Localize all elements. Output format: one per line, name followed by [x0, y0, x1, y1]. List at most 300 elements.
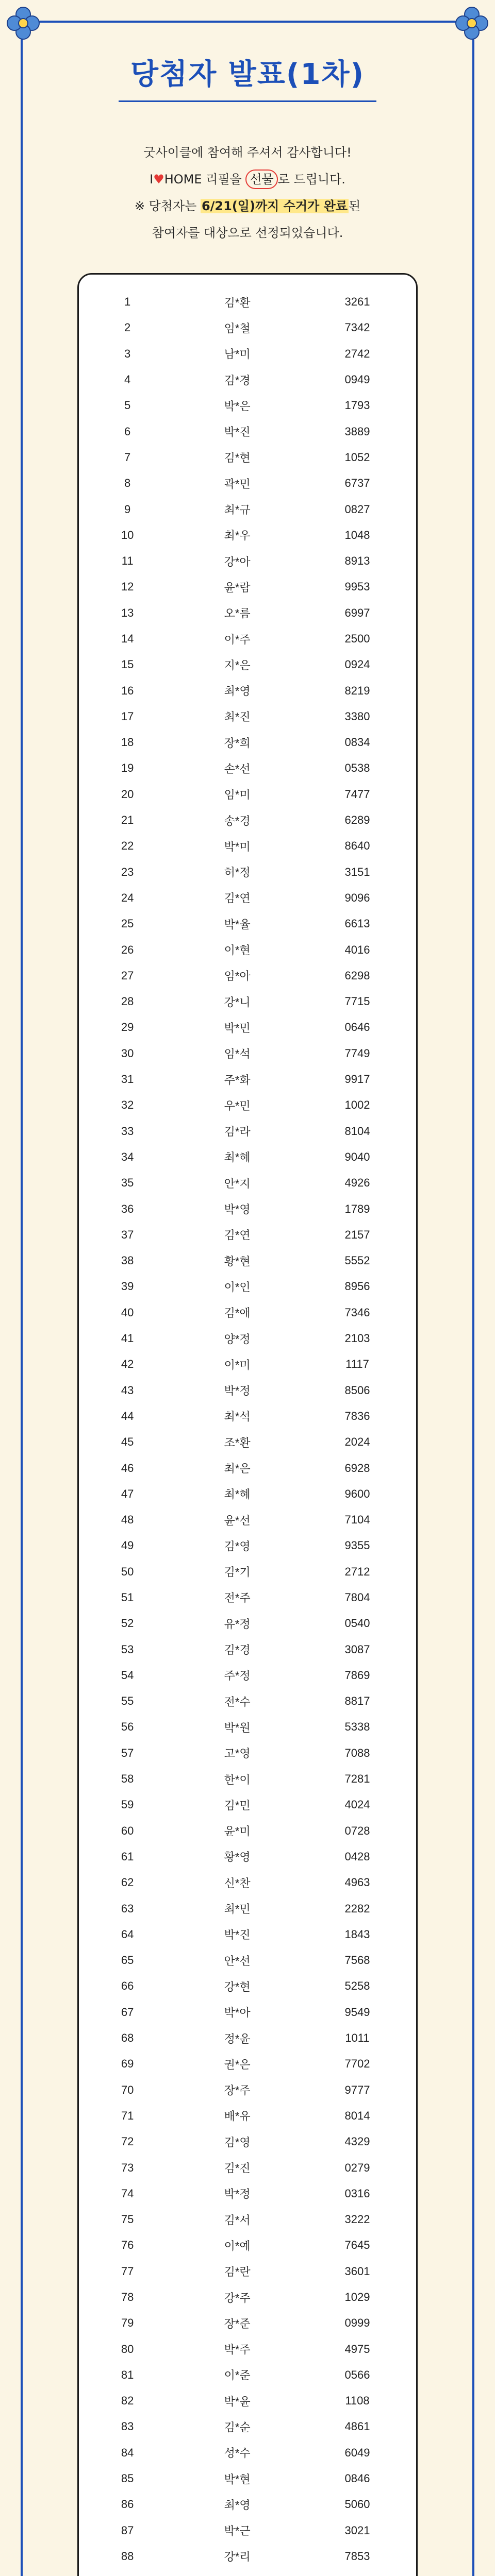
winner-phone: 0279	[344, 2161, 370, 2174]
winner-row	[79, 2129, 416, 2155]
winner-name: 김*현	[224, 451, 251, 465]
winner-phone: 1117	[345, 1358, 369, 1371]
winner-number: 78	[121, 2291, 134, 2303]
winner-phone: 2500	[344, 632, 370, 645]
winner-name: 김*라	[224, 1125, 251, 1139]
winner-row	[79, 2077, 416, 2103]
winner-row	[79, 496, 416, 522]
winner-name: 강*니	[224, 995, 251, 1009]
winner-name: 곽*민	[224, 477, 251, 490]
winner-number: 28	[121, 995, 134, 1008]
winner-row	[79, 1274, 416, 1299]
winner-phone: 0949	[344, 373, 370, 386]
winner-number: 14	[121, 632, 134, 645]
winner-number: 79	[121, 2316, 134, 2330]
winner-row	[79, 833, 416, 859]
winner-number: 56	[121, 1720, 134, 1734]
winner-row	[79, 548, 416, 574]
winner-number	[79, 2569, 176, 2576]
winner-phone: 1843	[344, 1927, 370, 1941]
winner-row	[79, 2518, 416, 2544]
winner-name: 전*수	[224, 1695, 251, 1708]
winner-row	[79, 341, 416, 367]
winner-number: 21	[121, 814, 134, 827]
winner-name: 박*영	[224, 1203, 251, 1216]
winner-name: 김*영	[224, 2136, 251, 2149]
winner-row	[79, 1144, 416, 1170]
winner-number: 43	[121, 1383, 134, 1397]
winner-row	[79, 393, 416, 418]
notice-line-2-end: 로 드립니다.	[277, 172, 345, 187]
winner-row	[79, 1429, 416, 1455]
winner-phone: 3087	[344, 1642, 370, 1656]
winner-row	[79, 2025, 416, 2051]
winner-phone: 6613	[344, 917, 370, 930]
winner-row	[79, 1740, 416, 1766]
winner-row	[79, 1870, 416, 1895]
winner-name: 장*준	[224, 2317, 251, 2330]
winner-number: 11	[121, 554, 134, 568]
winner-phone: 4861	[344, 2420, 370, 2433]
winner-name: 주*정	[224, 1669, 251, 1683]
winner-phone: 3380	[344, 709, 370, 723]
winner-name: 임*석	[224, 1047, 251, 1061]
winner-row	[79, 1766, 416, 1792]
winner-name: 고*영	[224, 1747, 251, 1760]
winner-name: 박*현	[224, 2472, 251, 2486]
winner-number: 15	[121, 658, 134, 671]
winner-name: 허*정	[224, 866, 251, 879]
winner-name: 이*현	[224, 944, 251, 957]
notice-deadline: 6/21(일)까지 수거가 완료	[201, 199, 348, 213]
winner-name: 성*수	[224, 2447, 251, 2460]
notice-line-4: 참여자를 대상으로 선정되었습니다.	[152, 226, 343, 240]
winner-number: 36	[121, 1202, 134, 1215]
winner-phone: 8817	[344, 1694, 370, 1708]
winner-row	[79, 1248, 416, 1274]
winner-name: 유*정	[224, 1617, 251, 1631]
winner-number: 72	[121, 2135, 134, 2148]
winner-number: 82	[121, 2394, 134, 2408]
winner-name: 이*예	[224, 2239, 251, 2252]
winner-phone: 7342	[344, 321, 370, 334]
winner-number: 59	[121, 1798, 134, 1811]
winner-name: 박*윤	[224, 2395, 251, 2408]
winner-number: 80	[121, 2342, 134, 2355]
winner-name: 윤*선	[224, 1514, 251, 1527]
winner-name: 황*영	[224, 1851, 251, 1864]
winner-row	[79, 885, 416, 911]
winner-name: 황*현	[224, 1255, 251, 1268]
winner-phone: 9600	[344, 1487, 370, 1500]
winner-phone: 7645	[344, 2239, 370, 2252]
winner-row	[79, 859, 416, 885]
winner-row	[79, 1066, 416, 1092]
winner-phone: 8104	[344, 1124, 370, 1138]
winner-name: 강*현	[224, 1980, 251, 1993]
winner-name: 김*연	[224, 1229, 251, 1242]
winner-number: 13	[121, 606, 134, 619]
winner-number: 2	[124, 321, 131, 334]
winner-row	[79, 1636, 416, 1662]
winner-number: 52	[121, 1617, 134, 1630]
winner-phone: 3151	[344, 865, 370, 878]
notice-line-3-end: 된	[348, 199, 361, 213]
winner-name: 신*찬	[224, 1876, 251, 1890]
winner-name: 지*은	[224, 658, 251, 672]
winner-phone: 7804	[344, 1590, 370, 1604]
winner-name: 박*근	[224, 2524, 251, 2538]
winner-phone: 9096	[344, 891, 370, 904]
winner-number: 61	[121, 1850, 134, 1863]
winner-row	[79, 2492, 416, 2517]
winner-phone: 1029	[344, 2291, 370, 2303]
winner-list-card	[77, 273, 418, 2576]
winner-name	[176, 2569, 299, 2576]
winner-phone: 9549	[344, 2005, 370, 2019]
winner-row	[79, 911, 416, 937]
winner-row	[79, 2388, 416, 2414]
winner-phone: 7869	[344, 1668, 370, 1682]
winner-name: 정*윤	[224, 2032, 251, 2045]
winner-phone: 6298	[344, 969, 370, 982]
winner-name: 박*진	[224, 426, 251, 439]
winner-row	[79, 1663, 416, 1688]
winner-row	[79, 652, 416, 677]
winner-number: 10	[121, 528, 134, 541]
winner-number: 27	[121, 969, 134, 982]
winner-number: 31	[121, 1073, 134, 1086]
winner-name: 주*화	[224, 1073, 251, 1087]
winner-name: 남*미	[224, 348, 251, 361]
winner-phone: 2712	[344, 1565, 370, 1578]
winner-row	[79, 2259, 416, 2284]
winner-row	[79, 1714, 416, 1740]
winner-phone: 4024	[344, 1798, 370, 1811]
winner-number: 46	[121, 1461, 134, 1475]
winner-phone: 9777	[344, 2083, 370, 2096]
winner-phone: 7836	[344, 1409, 370, 1422]
winner-phone: 6997	[344, 606, 370, 619]
winner-row	[79, 704, 416, 730]
winner-row	[79, 1170, 416, 1196]
winner-name: 최*혜	[224, 1151, 251, 1164]
winner-name: 박*아	[224, 2006, 251, 2020]
winner-phone: 3261	[344, 295, 370, 309]
winner-number: 38	[121, 1254, 134, 1267]
winner-number: 42	[121, 1358, 134, 1371]
winner-name: 최*진	[224, 710, 251, 724]
winner-phone	[299, 2569, 416, 2576]
winner-number: 5	[124, 399, 131, 412]
winner-name: 양*정	[224, 1332, 251, 1346]
winner-row	[79, 2051, 416, 2077]
winner-number: 19	[121, 761, 134, 775]
winner-number: 62	[121, 1876, 134, 1889]
notice-line-1: 굿사이클에 참여해 주셔서 감사합니다!	[143, 145, 352, 160]
winner-number: 40	[121, 1306, 134, 1319]
winner-phone: 5060	[344, 2498, 370, 2511]
winner-name: 조*환	[224, 1436, 251, 1449]
winner-number: 86	[121, 2498, 134, 2511]
winner-number: 73	[121, 2161, 134, 2174]
winner-row	[79, 2466, 416, 2492]
winner-number: 74	[121, 2187, 134, 2200]
winner-number: 17	[121, 709, 134, 723]
winner-row	[79, 626, 416, 652]
winner-row	[79, 1559, 416, 1585]
page-title: 당첨자 발표(1차)	[130, 58, 365, 91]
winner-row	[79, 2310, 416, 2336]
winner-number: 87	[121, 2523, 134, 2537]
winner-name: 최*영	[224, 685, 251, 698]
winner-phone: 7715	[344, 995, 370, 1008]
winner-phone: 3222	[344, 2213, 370, 2226]
winner-number: 51	[121, 1590, 134, 1604]
winner-phone: 7749	[344, 1046, 370, 1060]
winner-number: 25	[121, 917, 134, 930]
winner-phone: 6049	[344, 2446, 370, 2459]
winner-row	[79, 1455, 416, 1481]
notice-line-2	[0, 166, 495, 193]
winner-number: 65	[121, 1954, 134, 1967]
winner-name: 박*정	[224, 1384, 251, 1398]
winner-number: 77	[121, 2264, 134, 2278]
winner-row	[79, 2569, 416, 2576]
winner-name: 강*아	[224, 555, 251, 568]
winner-phone: 4926	[344, 1176, 370, 1190]
winner-number: 4	[124, 373, 131, 386]
winner-number: 48	[121, 1513, 134, 1527]
winner-row	[79, 937, 416, 962]
winner-row	[79, 755, 416, 781]
winner-row	[79, 1222, 416, 1248]
winner-row	[79, 367, 416, 393]
winner-phone: 3889	[344, 425, 370, 438]
winner-number: 9	[124, 502, 131, 516]
winner-phone: 7104	[344, 1513, 370, 1527]
winner-name: 임*미	[224, 788, 251, 802]
winner-phone: 9953	[344, 580, 370, 594]
winner-phone: 1011	[345, 2031, 370, 2045]
winner-phone: 7477	[344, 787, 370, 801]
winner-name: 송*경	[224, 814, 251, 827]
winner-row	[79, 2232, 416, 2258]
winner-phone: 9040	[344, 1150, 370, 1163]
winner-number: 84	[121, 2446, 134, 2459]
winner-name: 김*란	[224, 2265, 251, 2279]
winner-name: 김*경	[224, 374, 251, 387]
winner-phone: 8219	[344, 684, 370, 697]
winner-row	[79, 807, 416, 833]
winner-phone: 0316	[344, 2187, 370, 2200]
winner-name: 김*애	[224, 1307, 251, 1320]
winner-row	[79, 600, 416, 626]
winner-number: 1	[124, 295, 131, 309]
winner-row	[79, 470, 416, 496]
notice-line-3-start: ※ 당첨자는	[134, 199, 201, 213]
winner-row	[79, 1351, 416, 1377]
winner-name: 전*주	[224, 1591, 251, 1605]
winner-number: 45	[121, 1435, 134, 1449]
winner-phone: 2282	[344, 1902, 370, 1915]
winner-name: 이*주	[224, 633, 251, 646]
winner-row	[79, 1947, 416, 1973]
winner-name: 이*미	[224, 1358, 251, 1371]
winner-row	[79, 1481, 416, 1507]
winner-row	[79, 1041, 416, 1066]
winner-phone: 1048	[344, 528, 370, 541]
winner-phone: 7853	[344, 2549, 370, 2563]
winner-name: 최*영	[224, 2498, 251, 2512]
winner-phone: 4975	[344, 2342, 370, 2355]
winner-phone: 0566	[344, 2368, 370, 2381]
winner-row	[79, 2336, 416, 2362]
winner-phone: 4963	[344, 1876, 370, 1889]
winner-name: 윤*미	[224, 1825, 251, 1838]
winner-name: 손*선	[224, 762, 251, 775]
winner-number: 57	[121, 1746, 134, 1759]
winner-row	[79, 1895, 416, 1921]
winner-table	[79, 289, 416, 2576]
winner-number: 6	[124, 425, 131, 438]
winner-row	[79, 1818, 416, 1844]
winner-number: 18	[121, 736, 134, 749]
winner-name: 김*서	[224, 2213, 251, 2227]
winner-number: 33	[121, 1124, 134, 1138]
winner-name: 김*순	[224, 2420, 251, 2434]
winner-row	[79, 989, 416, 1014]
winner-number: 64	[121, 1927, 134, 1941]
winner-row	[79, 1377, 416, 1403]
winner-phone: 8506	[344, 1383, 370, 1397]
winner-row	[79, 315, 416, 341]
winner-phone: 5258	[344, 1979, 370, 1993]
winner-name: 배*유	[224, 2110, 251, 2123]
winner-phone: 0924	[344, 658, 370, 671]
winner-name: 박*민	[224, 1021, 251, 1035]
winner-number: 58	[121, 1772, 134, 1786]
winner-row	[79, 2103, 416, 2129]
winner-number: 44	[121, 1409, 134, 1422]
winner-phone: 7346	[344, 1306, 370, 1319]
winner-number: 47	[121, 1487, 134, 1500]
flower-icon	[5, 5, 41, 41]
winner-number: 34	[121, 1150, 134, 1163]
winner-row	[79, 1326, 416, 1351]
winner-row	[79, 2544, 416, 2569]
winner-number: 7	[124, 450, 131, 464]
winner-number: 55	[121, 1694, 134, 1708]
winner-phone: 1789	[344, 1202, 370, 1215]
winner-row	[79, 1300, 416, 1326]
winner-number: 83	[121, 2420, 134, 2433]
notice-gift: 선물	[245, 170, 277, 189]
winner-phone: 0827	[344, 502, 370, 516]
winner-phone: 1793	[344, 399, 370, 412]
winner-number: 20	[121, 787, 134, 801]
winner-name: 박*은	[224, 399, 251, 413]
winner-number: 75	[121, 2213, 134, 2226]
winner-number: 76	[121, 2239, 134, 2252]
winner-number: 66	[121, 1979, 134, 1993]
winner-name: 김*진	[224, 2162, 251, 2175]
winner-phone: 6737	[344, 477, 370, 490]
winner-phone: 7568	[344, 1954, 370, 1967]
winner-name: 김*경	[224, 1643, 251, 1657]
winner-row	[79, 1922, 416, 1947]
winner-name: 강*리	[224, 2550, 251, 2564]
winner-number: 88	[121, 2549, 134, 2563]
winner-row	[79, 418, 416, 444]
winner-row	[79, 2440, 416, 2466]
winner-phone: 6289	[344, 814, 370, 827]
winner-name: 박*진	[224, 1928, 251, 1942]
winner-row	[79, 1196, 416, 1222]
winner-phone: 7088	[344, 1746, 370, 1759]
winner-number: 12	[121, 580, 134, 594]
winner-row	[79, 1403, 416, 1429]
winner-phone: 0834	[344, 736, 370, 749]
winner-number: 63	[121, 1902, 134, 1915]
winner-row	[79, 1585, 416, 1611]
winner-row	[79, 574, 416, 600]
winner-name: 이*인	[224, 1280, 251, 1294]
winner-phone: 4329	[344, 2135, 370, 2148]
winner-row	[79, 2362, 416, 2388]
winner-number: 39	[121, 1280, 134, 1293]
winner-phone: 5552	[344, 1254, 370, 1267]
winner-phone: 0538	[344, 761, 370, 775]
winner-number: 35	[121, 1176, 134, 1190]
winner-phone: 9355	[344, 1539, 370, 1552]
winner-phone: 3021	[344, 2523, 370, 2537]
winner-name: 박*미	[224, 840, 251, 853]
winner-row	[79, 1533, 416, 1558]
winner-name: 박*정	[224, 2188, 251, 2201]
winner-name: 이*준	[224, 2369, 251, 2382]
winner-row	[79, 2181, 416, 2207]
winner-phone: 0999	[344, 2316, 370, 2330]
winner-row	[79, 445, 416, 470]
winner-row	[79, 1973, 416, 1999]
winner-number: 53	[121, 1642, 134, 1656]
winner-phone: 2157	[344, 1228, 370, 1241]
winner-name: 최*은	[224, 1462, 251, 1475]
winner-name: 우*민	[224, 1099, 251, 1112]
winner-row	[79, 522, 416, 548]
winner-number: 26	[121, 943, 134, 956]
winner-row	[79, 963, 416, 989]
winner-phone: 2742	[344, 347, 370, 360]
notice-brand-i: I	[150, 172, 154, 187]
winner-number: 29	[121, 1021, 134, 1034]
winner-name: 김*연	[224, 892, 251, 905]
winner-name: 장*주	[224, 2084, 251, 2097]
winner-phone: 7702	[344, 2057, 370, 2071]
winner-number: 8	[124, 477, 131, 490]
winner-number: 81	[121, 2368, 134, 2381]
winner-phone: 9917	[344, 1073, 370, 1086]
winner-row	[79, 2414, 416, 2439]
winner-phone: 0428	[344, 1850, 370, 1863]
winner-name: 오*름	[224, 607, 251, 620]
winner-row	[79, 1118, 416, 1144]
winner-phone: 8640	[344, 839, 370, 853]
winner-phone: 1002	[344, 1098, 370, 1112]
winner-name: 윤*람	[224, 581, 251, 594]
winner-row	[79, 1792, 416, 1818]
